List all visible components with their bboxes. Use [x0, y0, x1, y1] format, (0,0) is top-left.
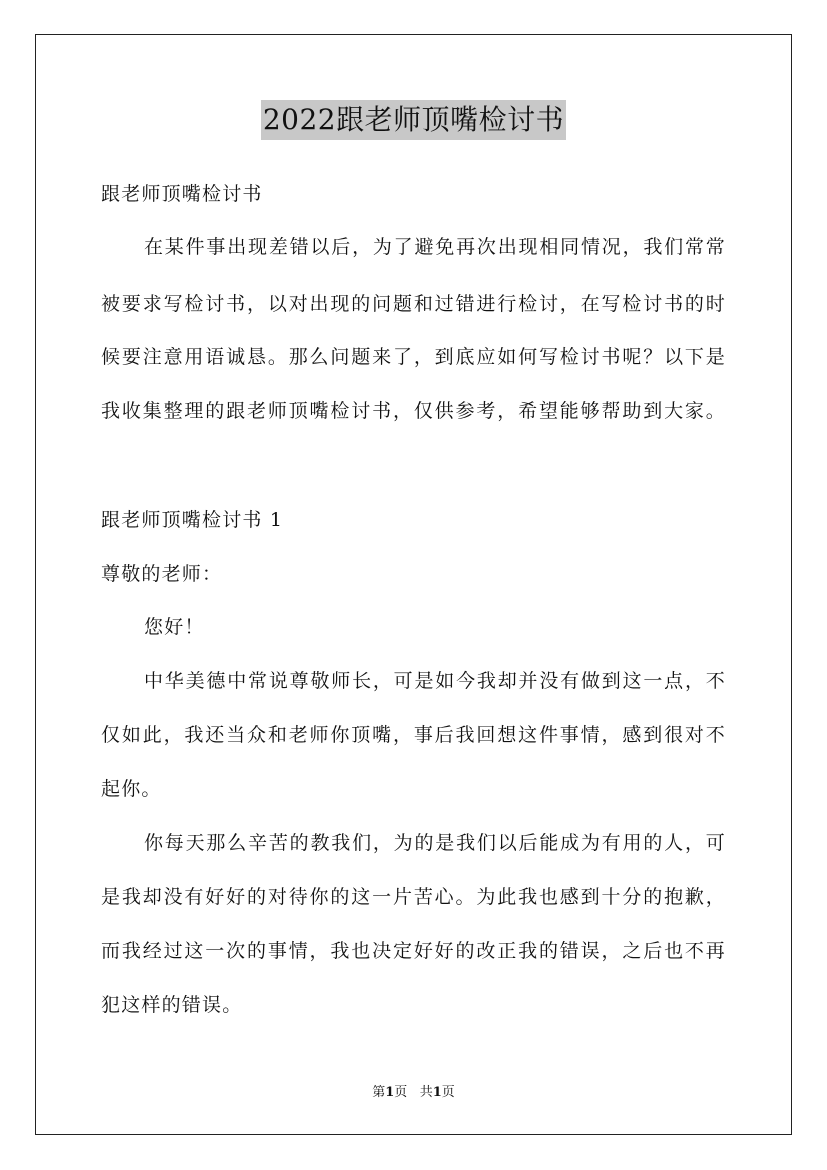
footer-page-suffix: 页 — [394, 1085, 408, 1100]
section-heading: 跟老师顶嘴检讨书 1 — [101, 509, 284, 531]
salutation: 尊敬的老师： — [101, 563, 223, 585]
footer-total-number: 1 — [432, 1085, 442, 1100]
intro-line: 在某件事出现差错以后，为了避免再次出现相同情况，我们常常 — [144, 236, 726, 258]
paragraph-line: 而我经过这一次的事情，我也决定好好的改正我的错误，之后也不再 — [101, 940, 726, 962]
title-wrap — [0, 100, 827, 140]
footer-page-prefix: 第 — [372, 1085, 386, 1100]
paragraph-line: 仅如此，我还当众和老师你顶嘴，事后我回想这件事情，感到很对不 — [101, 724, 726, 746]
paragraph-line: 起你。 — [101, 778, 162, 800]
footer-page-number: 1 — [385, 1085, 395, 1100]
greeting: 您好！ — [144, 616, 205, 638]
footer-total-prefix: 共 — [419, 1085, 433, 1100]
paragraph-line: 是我却没有好好的对待你的这一片苦心。为此我也感到十分的抱歉， — [101, 886, 726, 908]
footer-total-suffix: 页 — [441, 1085, 455, 1100]
document-title: 2022跟老师顶嘴检讨书 — [261, 100, 566, 140]
paragraph-line: 你每天那么辛苦的教我们，为的是我们以后能成为有用的人，可 — [144, 832, 726, 854]
intro-line: 我收集整理的跟老师顶嘴检讨书，仅供参考，希望能够帮助到大家。 — [101, 400, 726, 422]
intro-line: 被要求写检讨书，以对出现的问题和过错进行检讨，在写检讨书的时 — [101, 293, 726, 315]
paragraph-line: 犯这样的错误。 — [101, 994, 243, 1016]
intro-line: 候要注意用语诚恳。那么问题来了，到底应如何写检讨书呢？以下是 — [101, 346, 726, 368]
subheading: 跟老师顶嘴检讨书 — [101, 183, 263, 205]
paragraph-line: 中华美德中常说尊敬师长，可是如今我却并没有做到这一点，不 — [144, 670, 726, 692]
page-footer — [0, 1084, 827, 1102]
